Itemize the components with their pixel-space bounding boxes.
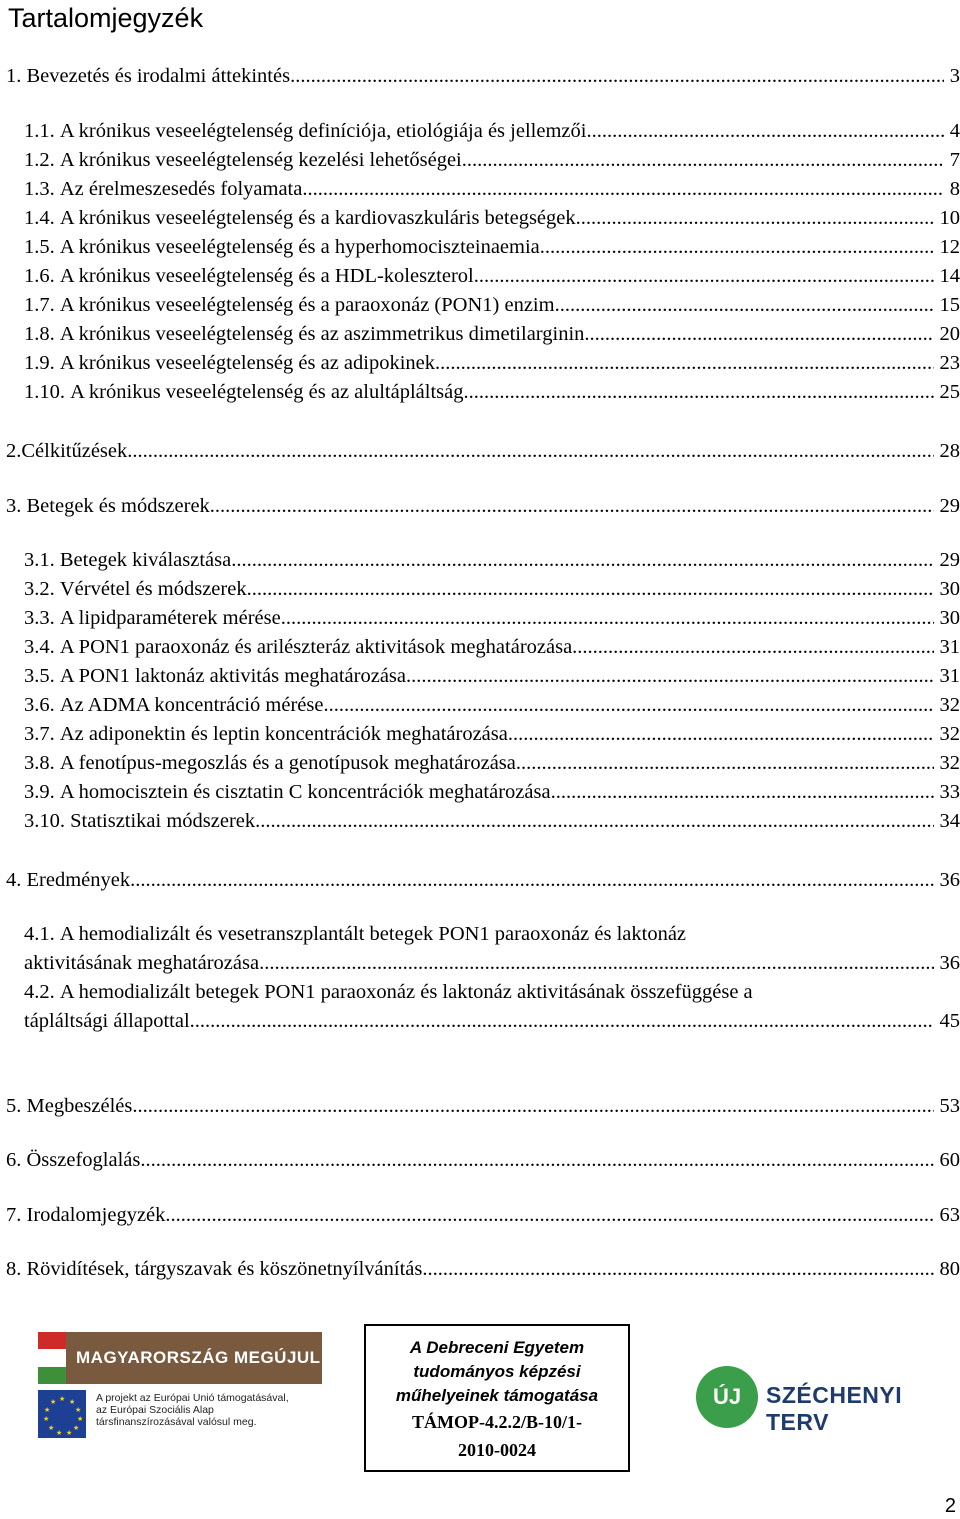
toc-page: 34 [939,810,960,832]
toc-number: 3.3. [24,607,55,629]
toc-label: Az érelmeszesedés folyamata [59,178,303,200]
toc-entry[interactable] [24,633,960,662]
toc-number: 1.7. [24,294,55,316]
toc-entry[interactable] [24,546,960,575]
toc-entry[interactable] [6,1201,960,1230]
toc-number: 2. [6,440,22,462]
toc-page: 29 [939,495,960,517]
toc-page: 36 [939,952,960,974]
toc-leader [210,492,934,521]
toc-page: 63 [939,1204,960,1226]
toc-page: 10 [939,207,960,229]
toc-number: 1.2. [24,149,55,171]
toc-leader [516,749,934,778]
toc-entry[interactable] [24,291,960,320]
toc-leader [130,866,933,895]
toc-leader [584,320,933,349]
toc-page: 32 [939,723,960,745]
toc-page: 29 [939,549,960,571]
footer [0,1322,960,1460]
toc-page: 8 [949,178,960,200]
toc-label: A krónikus veseelégtelenség és a kardiovaszkuláris betegségek [59,207,576,229]
toc-page: 15 [939,294,960,316]
toc-label: Betegek kiválasztása [59,549,232,571]
toc-entry[interactable] [24,233,960,262]
toc-page: 28 [939,440,960,462]
toc-page: 25 [939,381,960,403]
toc-leader [255,807,933,836]
logo-band-text: MAGYARORSZÁG MEGÚJUL [76,1348,321,1367]
logo-band [38,1332,322,1384]
toc-entry[interactable] [6,492,960,521]
toc-leader [551,778,934,807]
toc-entry[interactable] [24,749,960,778]
toc-entry[interactable] [6,866,960,895]
toc-entry[interactable] [6,437,960,466]
toc-page: 23 [939,352,960,374]
toc-number: 3.4. [24,636,55,658]
toc-entry[interactable] [24,778,960,807]
toc-leader [231,546,933,575]
toc-number: 3.10. [24,810,65,832]
toc-label: Eredmények [26,869,131,891]
toc-number: 4.1. [24,923,55,945]
toc-number: 4. [6,869,22,891]
toc-page: 45 [939,1010,960,1032]
toc-leader [474,262,934,291]
toc-leader [259,949,933,978]
toc-label: Célkitűzések [21,440,128,462]
toc-leader [406,662,934,691]
project-code-line: TÁMOP-4.2.2/B-10/1- [412,1412,582,1432]
toc-entry[interactable] [24,204,960,233]
toc-leader [586,117,943,146]
toc-page: 31 [939,665,960,687]
toc-label: A PON1 laktonáz aktivitás meghatározása [59,665,406,687]
toc-label: A fenotípus-megoszlás és a genotípusok meghatározása [59,752,516,774]
toc-leader [555,291,934,320]
page-title: Tartalomjegyzék [8,3,204,33]
toc-entry[interactable] [6,1146,960,1175]
toc-label: A krónikus veseelégtelenség és az adipokinek [59,352,436,374]
toc-leader [190,1007,934,1036]
toc-page: 30 [939,607,960,629]
toc-label: A krónikus veseelégtelenség kezelési lehetőségei [59,149,462,171]
toc-label: A homocisztein és cisztatin C koncentrációk meghatározása [59,781,551,803]
toc-label: Bevezetés és irodalmi áttekintés [26,65,291,87]
toc-label: Összefoglalás [26,1149,141,1171]
toc-label: Az adiponektin és leptin koncentrációk meghatározása [59,723,508,745]
project-info-box [364,1324,630,1472]
toc-number: 3.9. [24,781,55,803]
toc-leader [462,146,944,175]
toc-leader [435,349,933,378]
toc-label: A krónikus veseelégtelenség definíciója, etiológiája és jellemzői [59,120,587,142]
toc-page: 33 [939,781,960,803]
toc-entry[interactable] [24,146,960,175]
toc-number: 3.6. [24,694,55,716]
toc-entry[interactable] [6,1255,960,1284]
toc-leader [140,1146,933,1175]
toc-label: tápláltsági állapottal [24,1010,190,1032]
toc-number: 1.5. [24,236,55,258]
toc-page: 60 [939,1149,960,1171]
toc-leader [290,62,944,91]
toc-leader [323,691,933,720]
toc-number: 1.6. [24,265,55,287]
hungarian-flag-icon [38,1332,66,1384]
project-info-line: tudományos képzési [413,1362,581,1381]
toc-leader [247,575,934,604]
toc-number: 3.7. [24,723,55,745]
toc-entry[interactable] [6,1092,960,1121]
toc-label: Betegek és módszerek [26,495,210,517]
project-code-line: 2010-0024 [458,1440,536,1460]
uj-circle-icon: ÚJ [696,1366,758,1428]
toc-number: 5. [6,1095,22,1117]
szechenyi-terv-text: SZÉCHENYI TERV [766,1382,903,1435]
toc-page: 80 [939,1258,960,1280]
szechenyi-terv-logo [696,1366,936,1435]
toc-entry[interactable] [24,1007,960,1036]
toc-label: A PON1 paraoxonáz és arilészteráz aktivitások meghatározása [59,636,573,658]
toc-label: A krónikus veseelégtelenség és az aszimmetrikus dimetilarginin [59,323,585,345]
toc-page: 4 [949,120,960,142]
toc-leader [540,233,934,262]
toc-entry[interactable] [24,575,960,604]
eu-support-text [96,1392,289,1428]
toc-entry-first-line[interactable] [24,978,960,1007]
toc-entry[interactable] [24,117,960,146]
toc-label: Vérvétel és módszerek [59,578,247,600]
toc-page: 31 [939,636,960,658]
toc-label: Irodalomjegyzék [26,1204,166,1226]
toc-page: 12 [939,236,960,258]
toc-page: 7 [949,149,960,171]
toc-leader [132,1092,933,1121]
toc-number: 1.1. [24,120,55,142]
toc-number: 1.8. [24,323,55,345]
toc-label: A krónikus veseelégtelenség és a HDL-koleszterol [59,265,474,287]
toc-leader [422,1255,933,1284]
toc-number: 3.1. [24,549,55,571]
toc-entry[interactable] [24,320,960,349]
toc-page: 30 [939,578,960,600]
toc-number: 1. [6,65,22,87]
toc-page: 36 [939,869,960,891]
toc-entry[interactable] [24,378,960,407]
toc-number: 6. [6,1149,22,1171]
toc-entry[interactable] [24,949,960,978]
toc-number: 3. [6,495,22,517]
toc-entry[interactable] [24,349,960,378]
toc-label: A hemodializált betegek PON1 paraoxonáz és laktonáz aktivitásának összefüggése a [59,981,753,1003]
toc-leader [508,720,934,749]
toc-label: aktivitásának meghatározása [24,952,260,974]
toc-label: Megbeszélés [26,1095,133,1117]
toc-page: 20 [939,323,960,345]
toc-number: 3.2. [24,578,55,600]
toc-page: 32 [939,694,960,716]
eu-text-line: társfinanszírozásával valósul meg. [96,1416,257,1428]
toc-page: 3 [949,65,960,87]
toc-entry[interactable] [24,262,960,291]
toc-label: A krónikus veseelégtelenség és a hyperhomociszteinaemia [59,236,540,258]
toc-number: 3.5. [24,665,55,687]
toc-leader [463,378,933,407]
eu-text-line: A projekt az Európai Unió támogatásával, [96,1392,289,1404]
toc-label: A krónikus veseelégtelenség és a paraoxonáz (PON1) enzim [59,294,555,316]
page-number: 2 [944,1495,956,1517]
magyarorszag-megujul-logo [38,1332,322,1444]
toc-number: 1.9. [24,352,55,374]
eu-flag-icon: ★ ★ ★ ★ ★ ★ ★ ★ ★ ★ ★ [38,1390,86,1438]
toc-entry[interactable] [24,691,960,720]
toc-leader [576,204,934,233]
project-info-line: A Debreceni Egyetem [409,1338,585,1357]
toc-number: 1.3. [24,178,55,200]
toc-label: A hemodializált és vesetranszplantált betegek PON1 paraoxonáz és laktonáz [59,923,687,945]
toc-entry[interactable] [24,662,960,691]
toc-entry[interactable] [24,720,960,749]
project-info-line: műhelyeinek támogatása [395,1386,599,1405]
toc-page: 53 [939,1095,960,1117]
toc-entry[interactable] [24,604,960,633]
toc-number: 1.4. [24,207,55,229]
toc-entry[interactable] [6,62,960,91]
toc-number: 7. [6,1204,22,1226]
toc-number: 1.10. [24,381,65,403]
toc-leader [302,175,943,204]
toc-leader [281,604,934,633]
toc-page: 14 [939,265,960,287]
toc-label: Rövidítések, tárgyszavak és köszönetnyílvánítás [26,1258,423,1280]
toc-label: A krónikus veseelégtelenség és az alultápláltság [70,381,464,403]
toc-page: 32 [939,752,960,774]
toc-number: 8. [6,1258,22,1280]
toc-label: Statisztikai módszerek [70,810,256,832]
toc-entry-first-line[interactable] [24,920,960,949]
toc-number: 4.2. [24,981,55,1003]
eu-text-line: az Európai Szociális Alap [96,1404,214,1416]
toc-entry[interactable] [24,175,960,204]
toc-number: 3.8. [24,752,55,774]
toc-leader [572,633,933,662]
toc-label: A lipidparaméterek mérése [59,607,281,629]
toc-leader [127,437,933,466]
toc-leader [165,1201,933,1230]
toc-label: Az ADMA koncentráció mérése [59,694,324,716]
toc-entry[interactable] [24,807,960,836]
